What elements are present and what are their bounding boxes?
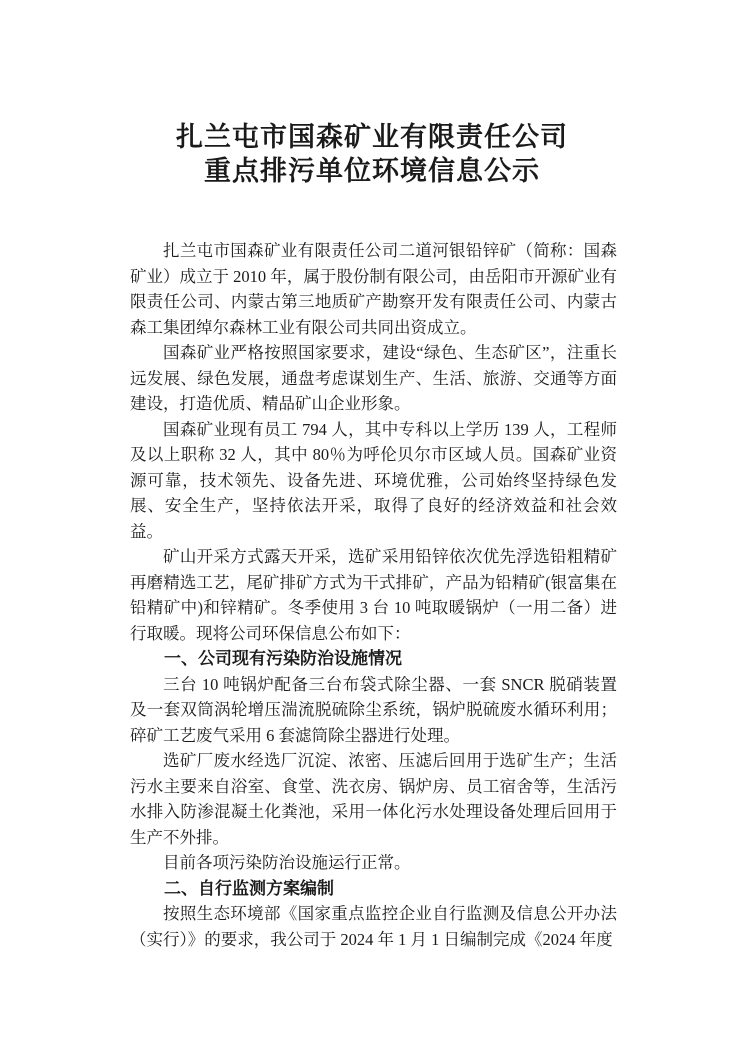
paragraph-boiler-flue-gas-treatment: 三台 10 吨锅炉配备三台布袋式除尘器、一套 SNCR 脱硝装置及一套双筒涡轮增压湍流脱硫除尘系统，锅炉脱硫废水循环利用；碎矿工艺废气采用 6 套滤筒除尘器进行处理。 (130, 674, 617, 745)
paragraph-mining-process: 矿山开采方式露天开采，选矿采用铅锌依次优先浮选铅粗精矿再磨精选工艺，尾矿排矿方式为干式排矿，产品为铅精矿(银富集在铅精矿中)和锌精矿。冬季使用 3 台 10 吨取暖锅炉（一用二备）进行取暖。现将公司环保信息公布如下： (130, 547, 617, 643)
document-title-line-1: 扎兰屯市国森矿业有限责任公司 (176, 122, 568, 152)
section-2-heading: 二、自行监测方案编制 (164, 878, 334, 898)
document-title (0, 120, 744, 188)
document-body (130, 238, 617, 952)
paragraph-facilities-status: 目前各项污染防治设施运行正常。 (163, 853, 411, 872)
paragraph-wastewater-treatment: 选矿厂废水经选厂沉淀、浓密、压滤后回用于选矿生产；生活污水主要来自浴室、食堂、洗衣房、锅炉房、员工宿舍等，生活污水排入防渗混凝土化粪池，采用一体化污水处理设备处理后回用于生产不外排。 (130, 751, 617, 847)
section-1-heading: 一、公司现有污染防治设施情况 (164, 649, 402, 668)
paragraph-company-founding: 扎兰屯市国森矿业有限责任公司二道河银铅锌矿（简称：国森矿业）成立于 2010 年，属于股份制有限公司，由岳阳市开源矿业有限责任公司、内蒙古第三地质矿产勘察开发有限责任公司、内蒙古森工集团绰尔森林工业有限公司共同出资成立。 (130, 241, 617, 337)
document-title-line-2: 重点排污单位环境信息公示 (204, 156, 540, 186)
paragraph-staff-and-resources: 国森矿业现有员工 794 人，其中专科以上学历 139 人，工程师及以上职称 32 人，其中 80％为呼伦贝尔市区域人员。国森矿业资源可靠，技术领先、设备先进、环境优雅，公司始终坚持绿色发展、安全生产，坚持依法开采，取得了良好的经济效益和社会效益。 (130, 419, 617, 541)
paragraph-self-monitoring-plan: 按照生态环境部《国家重点监控企业自行监测及信息公开办法（实行）》的要求，我公司于 2024 年 1 月 1 日编制完成《2024 年度 (130, 904, 617, 949)
paragraph-green-development: 国森矿业严格按照国家要求，建设“绿色、生态矿区”，注重长远发展、绿色发展，通盘考虑谋划生产、生活、旅游、交通等方面建设，打造优质、精品矿山企业形象。 (130, 343, 617, 413)
